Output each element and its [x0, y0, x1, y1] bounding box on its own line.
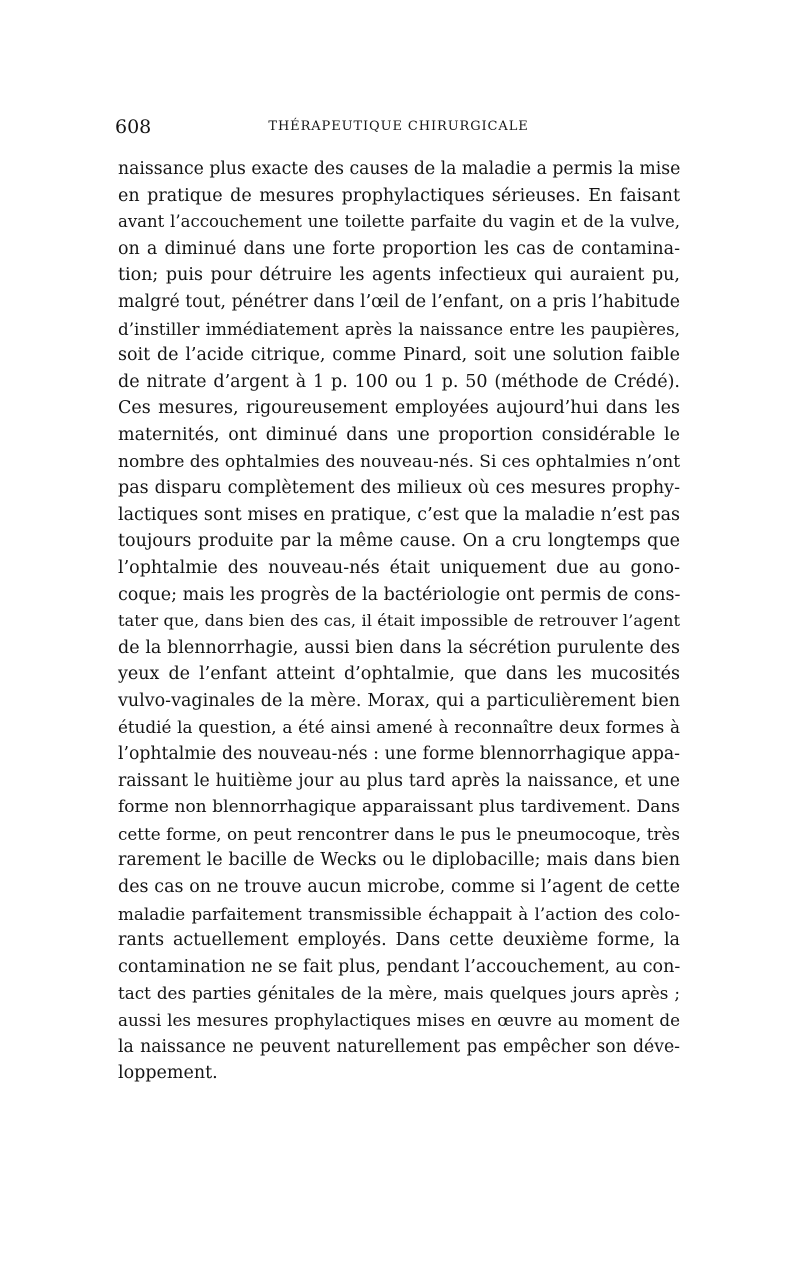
text-line: vulvo-vaginales de la mère. Morax, qui a particulièrement bien — [118, 690, 680, 711]
text-line: contamination ne se fait plus, pendant l’accouchement, au con- — [118, 956, 681, 977]
text-line: avant l’accouchement une toilette parfaite du vagin et de la vulve, — [118, 212, 680, 232]
text-line: maladie parfaitement transmissible échappait à l’action des colo- — [118, 903, 680, 924]
text-line: forme non blennorrhagique apparaissant plus tardivement. Dans — [118, 797, 680, 818]
text-line: des cas on ne trouve aucun microbe, comme si l’agent de cette — [118, 877, 680, 898]
text-line: aussi les mesures prophylactiques mises en œuvre au moment de — [118, 1010, 680, 1030]
text-line: tater que, dans bien des cas, il était impossible de retrouver l’agent — [118, 611, 680, 631]
text-line: toujours produite par la même cause. On a cru longtemps que — [118, 531, 680, 552]
text-line: lactiques sont mises en pratique, c’est que la maladie n’est pas — [118, 504, 680, 525]
text-line: yeux de l’enfant atteint d’ophtalmie, que dans les mucosités — [118, 664, 680, 685]
body-paragraph — [118, 156, 680, 1087]
text-line: d’instiller immédiatement après la naissance entre les paupières, — [118, 318, 680, 339]
text-line: étudié la question, a été ainsi amené à reconnaître deux formes à — [118, 717, 680, 738]
text-line: soit de l’acide citrique, comme Pinard, soit une solution faible — [118, 345, 680, 366]
text-line: rarement le bacille de Wecks ou le diplobacille; mais dans bien — [118, 850, 680, 871]
text-line: pas disparu complètement des milieux où ces mesures prophy- — [118, 478, 680, 499]
text-line: rants actuellement employés. Dans cette deuxième forme, la — [118, 930, 680, 951]
text-line: loppement. — [118, 1063, 218, 1084]
text-line: on a diminué dans une forte proportion les cas de contamina- — [118, 238, 680, 259]
text-line: naissance plus exacte des causes de la maladie a permis la mise — [118, 159, 681, 179]
text-line: l’ophtalmie des nouveau-nés était uniquement due au gono- — [118, 557, 680, 578]
text-line: la naissance ne peuvent naturellement pas empêcher son déve- — [118, 1036, 680, 1057]
text-line: tact des parties génitales de la mère, mais quelques jours après ; — [118, 983, 680, 1004]
text-line: raissant le huitième jour au plus tard après la naissance, et une — [118, 770, 680, 791]
running-title: THÉRAPEUTIQUE CHIRURGICALE — [268, 119, 529, 134]
text-line: en pratique de mesures prophylactiques sérieuses. En faisant — [118, 185, 680, 206]
text-line: de la blennorrhagie, aussi bien dans la sécrétion purulente des — [118, 637, 680, 658]
page-number: 608 — [115, 116, 152, 138]
text-line: nombre des ophtalmies des nouveau-nés. Si ces ophtalmies n’ont — [118, 451, 681, 472]
text-line: malgré tout, pénétrer dans l’œil de l’enfant, on a pris l’habitude — [118, 291, 680, 312]
text-line: tion; puis pour détruire les agents infectieux qui auraient pu, — [118, 265, 680, 286]
text-line: l’ophtalmie des nouveau-nés : une forme blennorrhagique appa- — [118, 744, 680, 765]
text-line: Ces mesures, rigoureusement employées aujourd’hui dans les — [118, 398, 680, 419]
text-line: de nitrate d’argent à 1 p. 100 ou 1 p. 50 (méthode de Crédé). — [118, 371, 680, 392]
text-line: coque; mais les progrès de la bactériologie ont permis de cons- — [118, 584, 681, 605]
text-line: maternités, ont diminué dans une proportion considérable le — [118, 424, 680, 445]
text-line: cette forme, on peut rencontrer dans le pus le pneumocoque, très — [118, 823, 680, 844]
page-header — [115, 115, 682, 139]
